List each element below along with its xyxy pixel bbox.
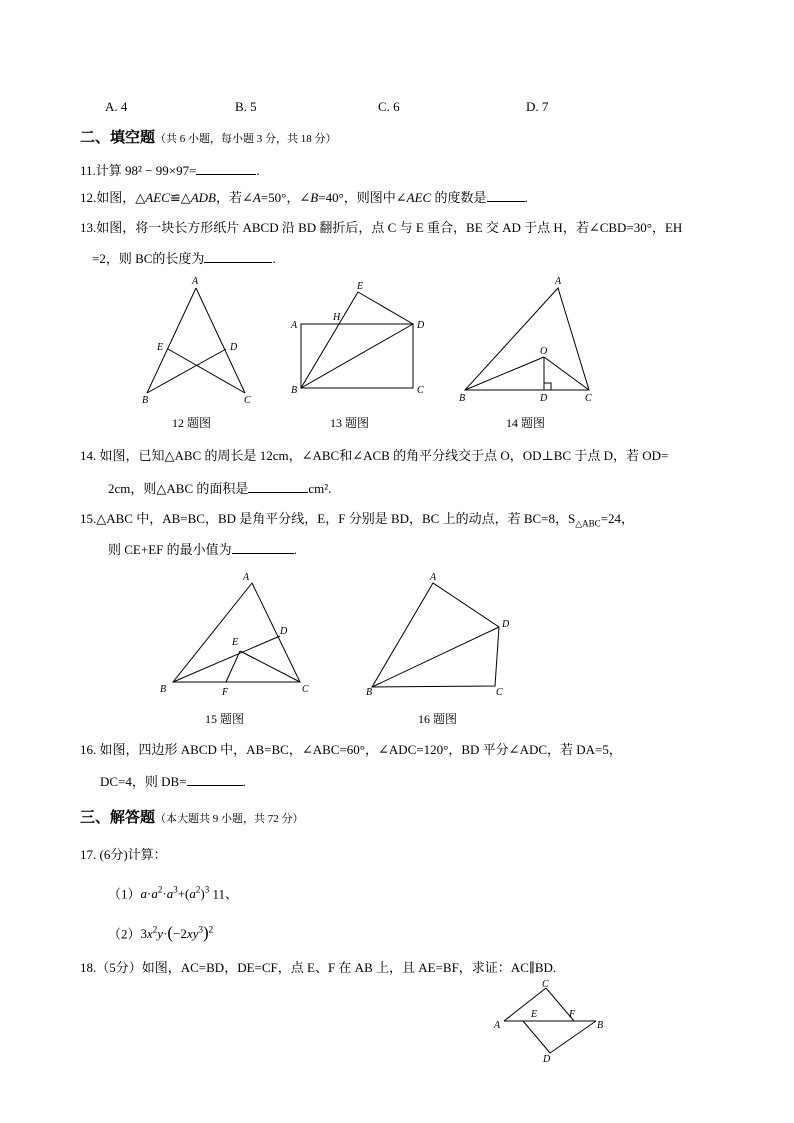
figure-13-diagram bbox=[301, 292, 413, 388]
f16-label-d: D bbox=[502, 619, 510, 630]
f13-label-h: H bbox=[333, 312, 341, 323]
f15-label-e: E bbox=[232, 637, 239, 648]
q15-end: . bbox=[293, 542, 297, 557]
q17-expr-2: $3x^2y\cdot(-2xy^3)^2$ bbox=[140, 923, 214, 943]
f12-label-c: C bbox=[244, 395, 251, 406]
q12-text-2: ≌△ bbox=[169, 190, 191, 205]
f16-label-c: C bbox=[496, 687, 503, 698]
q12-text-6: 的度数是 bbox=[431, 190, 487, 205]
q15-answer-blank bbox=[232, 541, 294, 554]
q13-end: . bbox=[272, 251, 276, 266]
f16-label-b: B bbox=[366, 687, 373, 698]
f15-label-c: C bbox=[302, 684, 309, 695]
f13-label-c: C bbox=[417, 385, 424, 396]
f13-label-a: A bbox=[291, 320, 298, 331]
option-d: D. 7 bbox=[526, 99, 549, 114]
q13-text: =2，则 BC的长度为 bbox=[92, 251, 205, 266]
f13-label-d: D bbox=[417, 320, 425, 331]
f12-label-d: D bbox=[230, 342, 238, 353]
figure-16-caption: 16 题图 bbox=[418, 712, 458, 726]
f14-label-c: C bbox=[585, 393, 592, 404]
figure-16-diagram bbox=[372, 583, 499, 687]
f18-label-b: B bbox=[597, 1020, 604, 1031]
q17-part-2 bbox=[108, 922, 213, 942]
f14-label-b: B bbox=[459, 393, 466, 404]
q12-var-4: B bbox=[310, 190, 319, 205]
section3-note: （本大题共 9 小题，共 72 分） bbox=[155, 813, 304, 825]
q12-text-3: ，若∠ bbox=[215, 190, 253, 205]
q15-text-2: =24， bbox=[600, 511, 635, 526]
q12-text-5: =40°，则图中∠ bbox=[318, 190, 407, 205]
section3-heading bbox=[80, 809, 304, 828]
q17-part-1-label: （1） bbox=[108, 886, 141, 902]
section2-note: （共 6 小题，每小题 3 分，共 18 分） bbox=[155, 133, 337, 145]
f13-label-b: B bbox=[291, 385, 298, 396]
q13-line-1: 13.如图，将一块长方形纸片 ABCD 沿 BD 翻折后，点 C 与 E 重合，BE 交 AD 于点 H，若∠CBD=30°，EH bbox=[80, 220, 683, 235]
figure-13-caption: 13 题图 bbox=[330, 416, 370, 430]
q17-line: 17. (6分)计算： bbox=[80, 847, 167, 862]
f14-label-o: O bbox=[540, 346, 548, 357]
q17-part-2-label: （2） bbox=[108, 926, 141, 942]
q12-var-3: A bbox=[252, 190, 261, 205]
f18-label-a: A bbox=[494, 1020, 501, 1031]
q17-expr-1: $a\cdot a^2\cdot a^3+(a^2)^3$ bbox=[140, 885, 210, 902]
f12-label-e: E bbox=[157, 342, 164, 353]
f13-label-e: E bbox=[357, 281, 364, 292]
figure-15-caption: 15 题图 bbox=[205, 712, 245, 726]
f12-label-b: B bbox=[142, 395, 149, 406]
figure-12-caption: 12 题图 bbox=[172, 416, 212, 430]
q15-text-1: 15.△ABC 中，AB=BC，BD 是角平分线，E，F 分别是 BD，BC 上的动点，若 BC=8，S bbox=[80, 511, 576, 526]
q14-line-2 bbox=[108, 480, 331, 497]
f14-label-d: D bbox=[540, 393, 548, 404]
q15-line-2 bbox=[108, 541, 297, 558]
f12-label-a: A bbox=[192, 276, 199, 287]
q12-end: . bbox=[524, 190, 528, 205]
f18-label-d: D bbox=[543, 1054, 551, 1065]
q16-text: DC=4，则 DB= bbox=[100, 774, 187, 789]
q14-unit: cm². bbox=[308, 481, 332, 496]
q14-text: 2cm，则△ABC 的面积是 bbox=[108, 481, 249, 496]
section2-title: 二、填空题 bbox=[80, 130, 156, 146]
q16-answer-blank bbox=[187, 773, 243, 786]
q16-line-2 bbox=[100, 773, 246, 790]
q14-answer-blank bbox=[248, 480, 308, 493]
q12-var-5: AEC bbox=[406, 190, 432, 205]
section3-title: 三、解答题 bbox=[80, 810, 156, 826]
q18-line: 18.（5分）如图，AC=BD，DE=CF，点 E、F 在 AB 上，且 AE=BF，求证：AC∥BD. bbox=[80, 960, 557, 975]
q17-part-1-extra: 11、 bbox=[209, 886, 238, 902]
option-c: C. 6 bbox=[378, 99, 400, 114]
f15-label-d: D bbox=[280, 626, 288, 637]
f16-label-a: A bbox=[430, 572, 437, 583]
q15-text-3: 则 CE+EF 的最小值为 bbox=[108, 542, 232, 557]
f18-label-c: C bbox=[542, 979, 549, 990]
q11-end: . bbox=[256, 163, 260, 178]
option-b: B. 5 bbox=[235, 99, 257, 114]
f18-label-f: F bbox=[569, 1009, 576, 1020]
q12-var-1: AEC bbox=[145, 190, 170, 205]
f15-label-a: A bbox=[243, 572, 250, 583]
q16-end: . bbox=[242, 774, 246, 789]
figure-18-diagram bbox=[504, 988, 596, 1053]
q12-var-2: ADB bbox=[190, 190, 216, 205]
f14-label-a: A bbox=[555, 276, 562, 287]
q15-subscript: △ABC bbox=[575, 518, 601, 529]
option-a: A. 4 bbox=[105, 99, 128, 114]
q17-part-1 bbox=[108, 882, 238, 902]
f15-label-f: F bbox=[222, 687, 229, 698]
f15-label-b: B bbox=[160, 684, 167, 695]
q15-line-1 bbox=[80, 511, 634, 532]
q11-text: 11.计算 98² − 99×97= bbox=[80, 163, 197, 178]
figure-14-caption: 14 题图 bbox=[506, 416, 546, 430]
figure-14-diagram bbox=[465, 288, 589, 390]
q12-text-4: =50°，∠ bbox=[260, 190, 311, 205]
f18-label-e: E bbox=[531, 1009, 538, 1020]
figure-12-diagram bbox=[147, 288, 245, 393]
q14-line-1: 14. 如图，已知△ABC 的周长是 12cm，∠ABC和∠ACB 的角平分线交于点 O，OD⊥BC 于点 D，若 OD= bbox=[80, 448, 669, 463]
q12-text-1: 12.如图，△ bbox=[80, 190, 146, 205]
q16-line-1: 16. 如图，四边形 ABCD 中，AB=BC，∠ABC=60°，∠ADC=120°，BD 平分∠ADC，若 DA=5， bbox=[80, 742, 622, 757]
